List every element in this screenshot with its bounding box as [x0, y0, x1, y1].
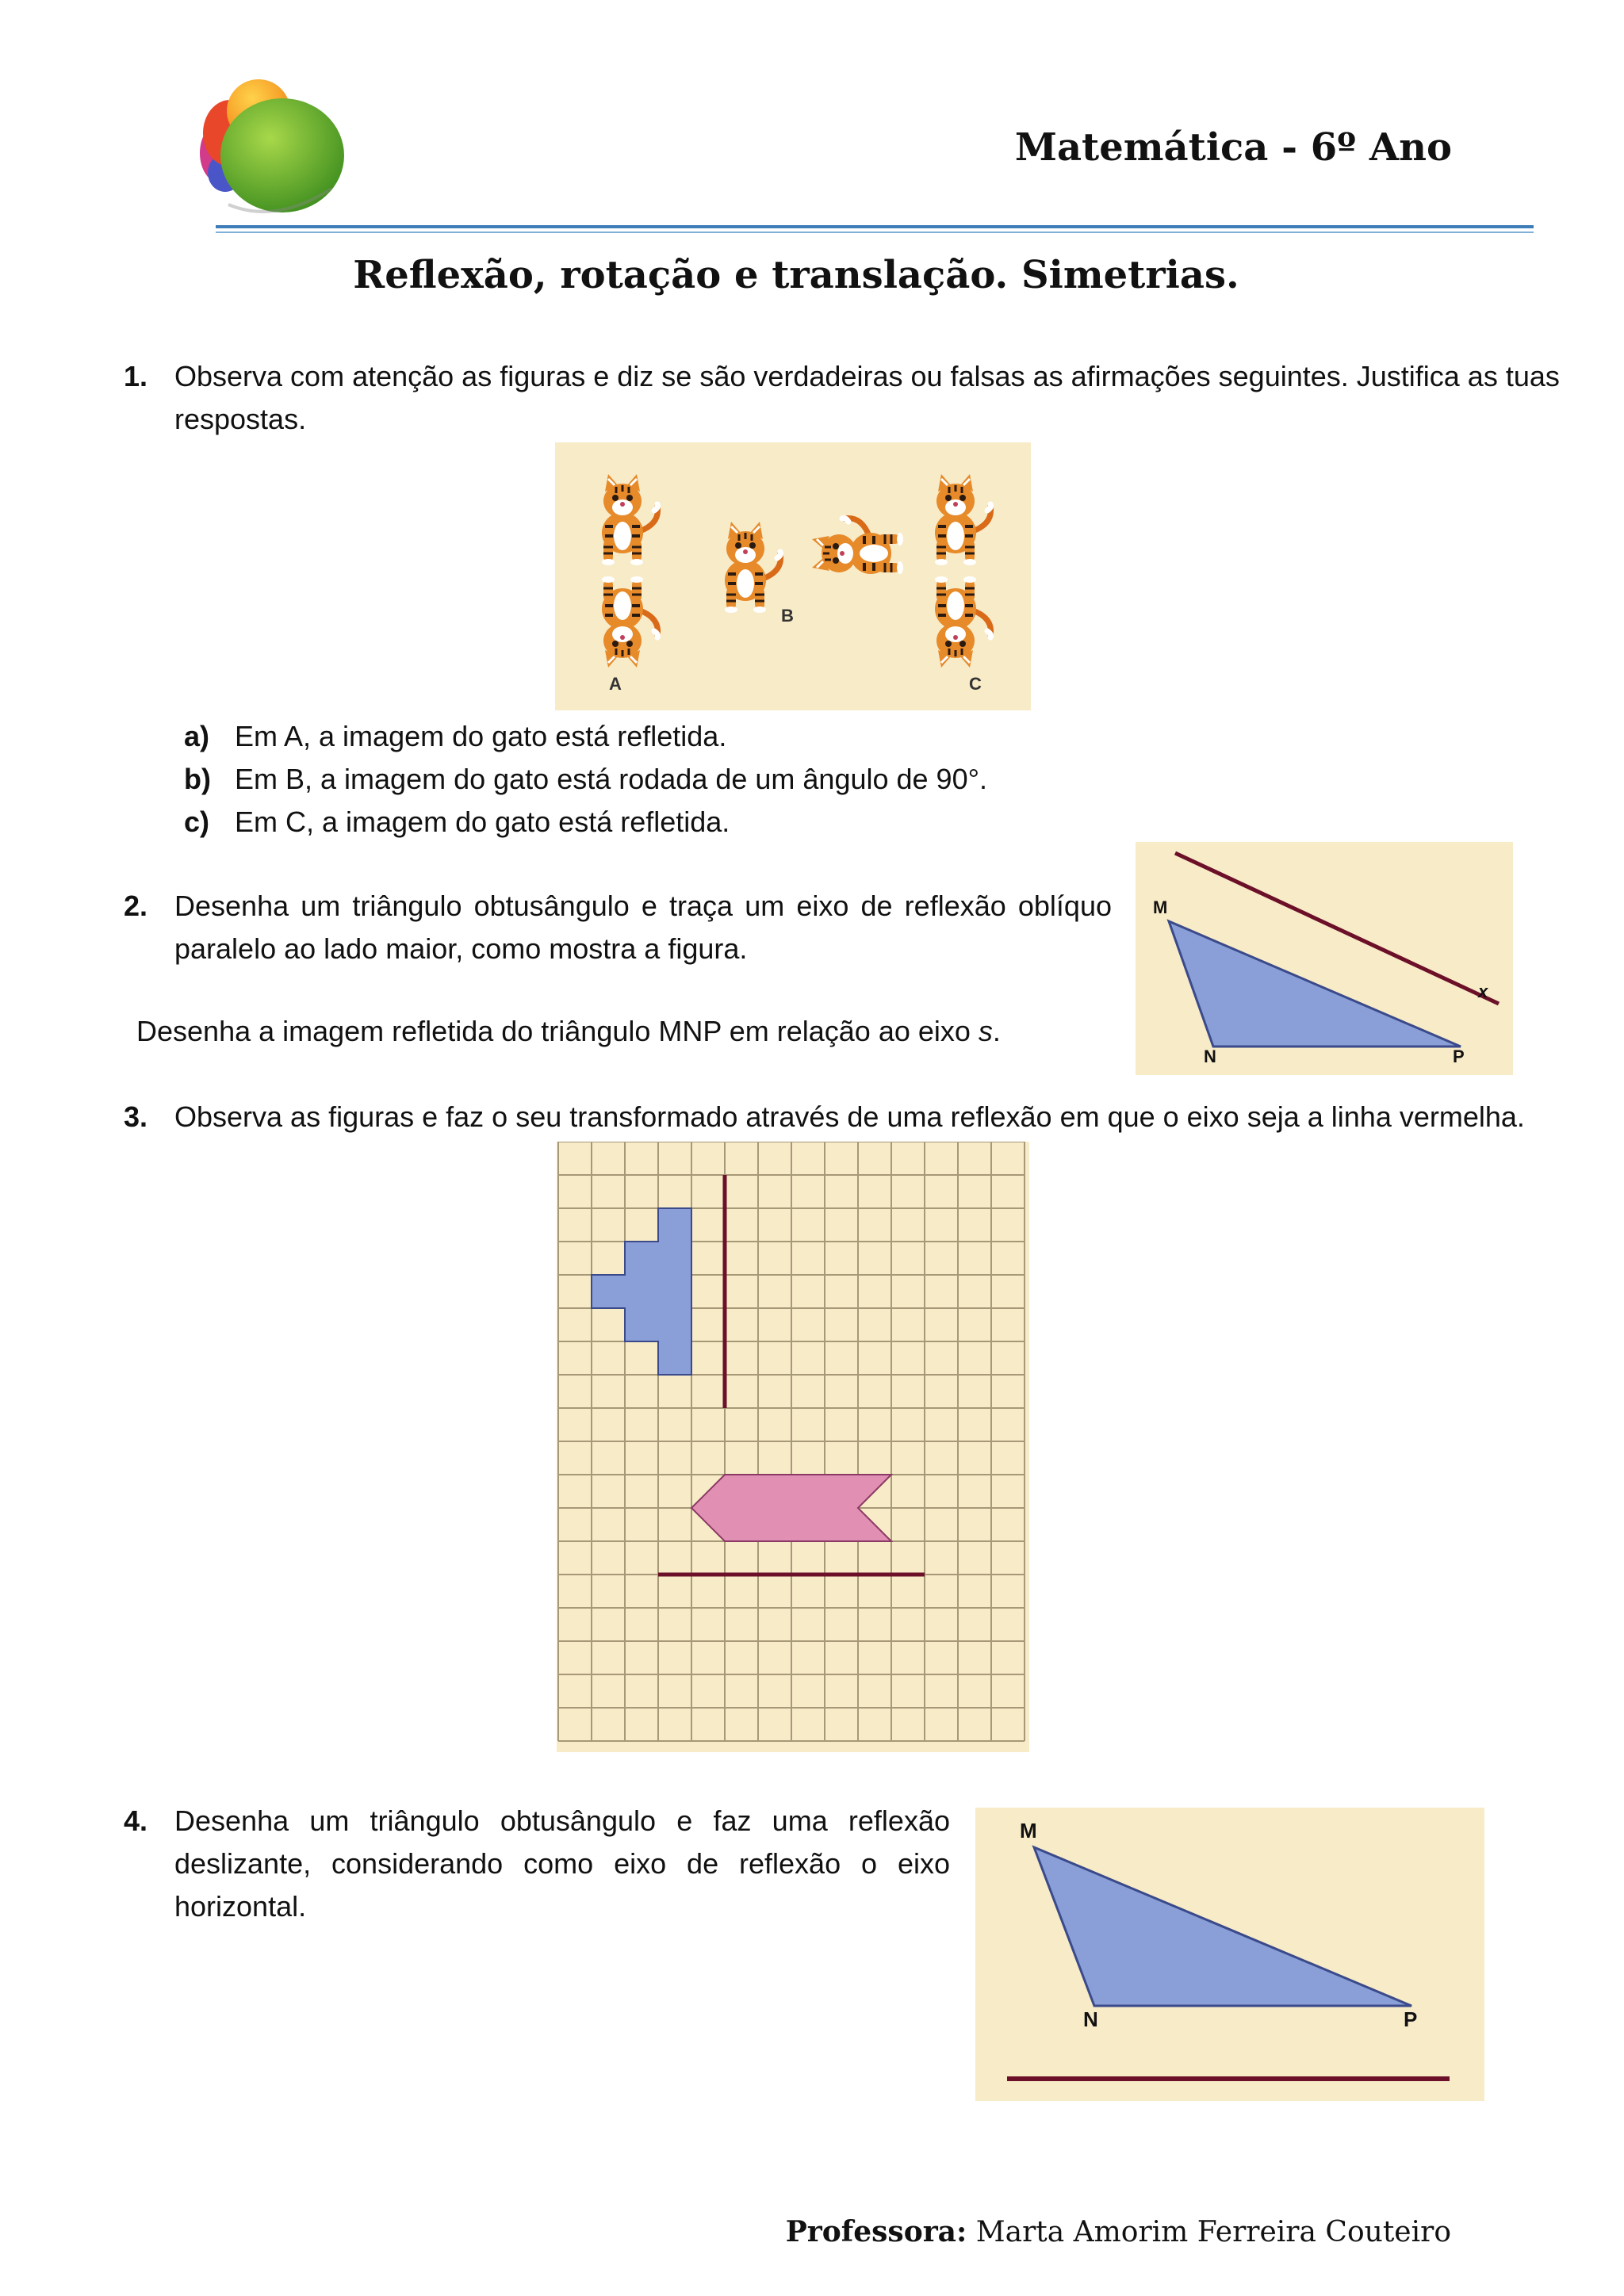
q2-text-line2: paralelo ao lado maior, como mostra a figura.: [174, 932, 748, 965]
q1-figure-label-b: B: [781, 606, 794, 626]
header-rule: [216, 225, 1534, 228]
header-rule-thin: [216, 232, 1534, 233]
q3-grid-svg: [557, 1142, 1029, 1752]
q2-axis-label: x: [1478, 982, 1488, 1001]
q1-number: 1.: [124, 360, 148, 392]
q1-item-a: [184, 715, 726, 758]
q4-text-line2: deslizante, considerando como eixo de reflexão o eixo: [174, 1847, 950, 1880]
q4-text-line3: horizontal.: [174, 1890, 307, 1923]
footer-name: Marta Amorim Ferreira Couteiro: [967, 2216, 1451, 2248]
q3-grid-figure: [557, 1142, 1029, 1752]
q3-text: Observa as figuras e faz o seu transformado através de uma reflexão em que o eixo seja a linha vermelha.: [174, 1100, 1525, 1133]
q2-vertex-m: M: [1153, 897, 1168, 917]
q1-item-a-text: Em A, a imagem do gato está refletida.: [235, 720, 727, 752]
q4-vertex-p: P: [1404, 2007, 1418, 2031]
q4-vertex-n: N: [1083, 2007, 1098, 2031]
q4-triangle-figure: [975, 1808, 1484, 2101]
q1-item-c: [184, 801, 730, 844]
q2-vertex-p: P: [1453, 1047, 1465, 1066]
q2-number: 2.: [124, 890, 148, 922]
q1-item-c-text: Em C, a imagem do gato está refletida.: [235, 806, 730, 838]
q2-instruction-text: Desenha a imagem refletida do triângulo MNP em relação ao eixo: [136, 1015, 979, 1047]
q3-number: 3.: [124, 1100, 148, 1133]
q1-item-b-label: b): [184, 763, 211, 795]
q1-cats-figure: [555, 442, 1031, 710]
logo: [181, 62, 347, 220]
header-subject: Matemática - 6º Ano: [1014, 125, 1452, 170]
q2-text-line1: Desenha um triângulo obtusângulo e traça um eixo de reflexão oblíquo: [174, 890, 1112, 922]
q1-item-b-text: Em B, a imagem do gato está rodada de um ângulo de 90°.: [235, 763, 987, 795]
page-title: Reflexão, rotação e translação. Simetrias.: [353, 253, 1239, 297]
q2-instruction: [136, 1010, 1001, 1053]
q1-item-a-label: a): [184, 720, 210, 752]
q4-text-line1: Desenha um triângulo obtusângulo e faz uma reflexão: [174, 1804, 950, 1837]
q2-axis-symbol: s: [978, 1015, 993, 1047]
q2-triangle-figure: [1136, 842, 1513, 1075]
q4-vertex-m: M: [1020, 1819, 1037, 1843]
q1-figure-label-c: C: [969, 674, 982, 694]
q2-vertex-n: N: [1204, 1047, 1216, 1066]
q1-text-line2: respostas.: [174, 403, 307, 435]
footer-teacher: [786, 2214, 1451, 2251]
q1-figure-label-a: A: [609, 674, 622, 694]
footer-label: Professora:: [785, 2215, 967, 2248]
q1-text-line1: Observa com atenção as figuras e diz se são verdadeiras ou falsas as afirmações seguintes. Justifica as tuas: [174, 360, 1560, 392]
q1-item-b: [184, 758, 987, 801]
q4-number: 4.: [124, 1804, 148, 1837]
q1-item-c-label: c): [184, 806, 210, 838]
q2-instruction-end: .: [992, 1015, 1001, 1047]
